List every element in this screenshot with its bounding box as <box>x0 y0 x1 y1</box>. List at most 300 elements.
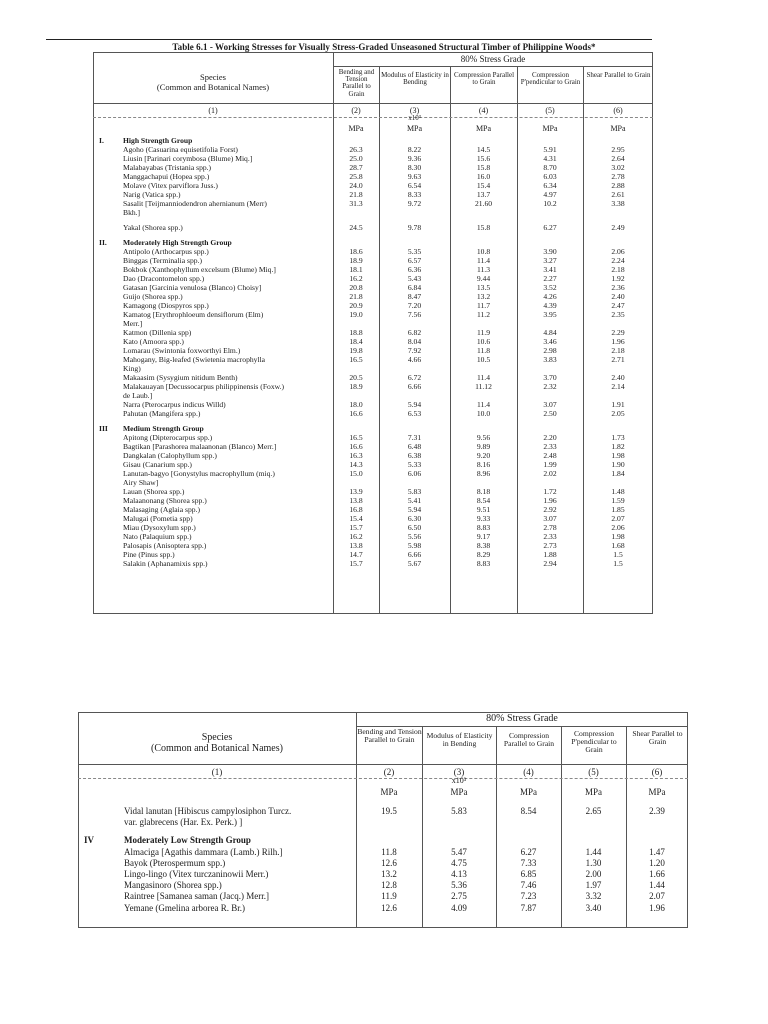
value-col-2: 18.6 <box>349 247 363 256</box>
table-row <box>93 373 653 382</box>
table-caption: Table 6.1 - Working Stresses for Visually Stress-Graded Unseasoned Structural Timber of Philippine Woods* <box>172 42 596 52</box>
value-col-2: 15.7 <box>349 523 363 532</box>
value-col-3: 8.33 <box>407 190 422 199</box>
group-number: II. <box>99 238 107 247</box>
value-col-4: 13.5 <box>476 283 491 292</box>
table-row <box>93 223 653 232</box>
value-col-2: 19.5 <box>381 806 397 816</box>
value-col-4: 15.8 <box>476 163 491 172</box>
value-col-6: 1.66 <box>649 869 665 879</box>
species-name: Bokbok (Xanthophyllum excelsum (Blume) Miq.] <box>123 265 276 274</box>
value-col-4: 11.12 <box>475 382 492 391</box>
value-col-3: 6.84 <box>407 283 422 292</box>
value-col-2: 13.2 <box>381 869 397 879</box>
species-name: Narra (Pterocarpus indicus Willd) <box>123 400 226 409</box>
species-name: Raintree [Samanea saman (Jacq.) Merr.] <box>124 891 269 902</box>
species-name: Bagtikan [Parashorea malaanonan (Blanco) Merr.] <box>123 442 277 451</box>
table-row <box>93 181 653 190</box>
species-name: Miau (Dysoxylum spp.) <box>123 523 196 532</box>
table-row <box>93 172 653 181</box>
value-col-3: 2.75 <box>451 891 467 902</box>
value-col-3: 7.92 <box>407 346 422 355</box>
species-name: Yemane (Gmelina arborea R. Br.) <box>124 902 246 913</box>
value-col-3: 7.31 <box>407 433 422 442</box>
species-name: de Laub.] <box>123 391 153 400</box>
species-name: Salakin (Aphanamixis spp.) <box>123 559 208 568</box>
value-col-3: 6.53 <box>407 409 422 418</box>
group-number: I. <box>99 136 104 145</box>
value-col-3: 6.82 <box>407 328 422 337</box>
value-col-3: 9.78 <box>407 223 422 232</box>
value-col-5: 3.95 <box>543 310 557 319</box>
value-col-3: 6.48 <box>407 442 422 451</box>
value-col-3: 5.36 <box>451 880 467 891</box>
value-col-4: 10.5 <box>476 355 491 364</box>
table-row <box>78 806 688 817</box>
table-row <box>93 301 653 310</box>
value-col-2: 18.9 <box>349 382 363 391</box>
value-col-6: 2.95 <box>611 145 625 154</box>
species-name: Malasaging (Aglaia spp.) <box>123 505 200 514</box>
colnum-6: (6) <box>613 106 623 115</box>
species-name: Pahutan (Mangifera spp.) <box>123 409 201 418</box>
value-col-5: 3.46 <box>543 337 557 346</box>
col2-heading: Bending and Tension Parallel to Grain <box>357 727 422 744</box>
value-col-6: 2.07 <box>611 514 625 523</box>
species-name: Gisau (Canarium spp.) <box>123 460 192 469</box>
value-col-2: 20.8 <box>349 283 363 292</box>
value-col-4: 14.5 <box>476 145 491 154</box>
value-col-4: 10.0 <box>476 409 491 418</box>
value-col-6: 2.64 <box>611 154 625 163</box>
col5-heading: Compression P'pendicular to Grain <box>520 71 581 87</box>
value-col-4: 8.96 <box>476 469 491 478</box>
value-col-3: 6.54 <box>407 181 422 190</box>
value-col-4: 9.44 <box>476 274 491 283</box>
value-col-2: 14.7 <box>349 550 363 559</box>
value-col-5: 2.02 <box>543 469 557 478</box>
value-col-6: 2.07 <box>649 891 665 902</box>
value-col-4: 11.4 <box>476 373 490 382</box>
species-name: Gatasan [Garcinia venulosa (Blanco) Choisy] <box>123 283 262 292</box>
table-row <box>93 328 653 337</box>
table-row <box>93 265 653 274</box>
value-col-6: 2.40 <box>611 292 625 301</box>
species-name: Agoho (Casuarina equisetifolia Forst) <box>123 145 238 154</box>
value-col-4: 6.27 <box>520 846 537 857</box>
table-row <box>93 442 653 451</box>
value-col-6: 1.92 <box>611 274 625 283</box>
table-row <box>93 292 653 301</box>
value-col-3: 4.09 <box>451 902 467 913</box>
value-col-4: 8.54 <box>520 806 537 816</box>
species-name: Mangasinoro (Shorea spp.) <box>124 880 222 891</box>
value-col-3: 5.35 <box>407 247 422 256</box>
value-col-5: 2.92 <box>543 505 557 514</box>
value-col-6: 3.38 <box>611 199 625 208</box>
unit-2: MPa <box>348 124 364 133</box>
value-col-3: 9.36 <box>407 154 422 163</box>
value-col-4: 7.87 <box>520 902 537 913</box>
value-col-4: 10.6 <box>476 337 491 346</box>
species-name: Malabayabas (Tristania spp.) <box>123 163 212 172</box>
species-name: Antipolo (Arthocarpus spp.) <box>123 247 209 256</box>
value-col-6: 1.73 <box>611 433 625 442</box>
value-col-2: 16.2 <box>349 274 363 283</box>
value-col-3: 5.94 <box>407 505 422 514</box>
value-col-6: 2.35 <box>611 310 625 319</box>
value-col-2: 12.6 <box>381 902 397 913</box>
value-col-5: 1.44 <box>585 846 602 857</box>
value-col-4: 9.20 <box>476 451 491 460</box>
value-col-2: 20.9 <box>349 301 363 310</box>
value-col-4: 15.6 <box>476 154 491 163</box>
species-name: Vidal lanutan [Hibiscus campylosiphon Turcz. <box>124 806 292 816</box>
unit-5: MPa <box>542 124 558 133</box>
value-col-5: 1.99 <box>543 460 557 469</box>
table-row <box>93 163 653 172</box>
top-table <box>93 52 653 614</box>
value-col-5: 6.27 <box>543 223 557 232</box>
value-col-5: 2.50 <box>543 409 557 418</box>
species-name: Katmon (Dillenia spp) <box>123 328 192 337</box>
value-col-5: 4.31 <box>543 154 557 163</box>
colnum-3: (3) <box>409 106 420 115</box>
table-row <box>93 496 653 505</box>
value-col-5: 8.70 <box>543 163 557 172</box>
value-col-4: 16.0 <box>476 172 491 181</box>
value-col-4: 8.83 <box>476 523 491 532</box>
table-row <box>93 310 653 319</box>
x10-label: x10³ <box>408 114 421 122</box>
table-row <box>93 256 653 265</box>
species-name: Kato (Amoora spp.) <box>123 337 184 346</box>
value-col-3: 6.72 <box>407 373 422 382</box>
species-name: Bayok (Pterospermum spp.) <box>124 857 226 868</box>
species-name: var. glabrecens (Har. Ex. Perk.) ] <box>124 817 243 828</box>
value-col-5: 3.90 <box>543 247 557 256</box>
bottom-table-body <box>78 806 688 926</box>
value-col-6: 3.02 <box>611 163 625 172</box>
table-row <box>93 550 653 559</box>
value-col-6: 1.85 <box>611 505 625 514</box>
top-table-body <box>93 136 653 612</box>
value-col-3: 5.83 <box>451 806 467 816</box>
group-heading-row <box>93 424 653 433</box>
value-col-6: 1.68 <box>611 541 625 550</box>
species-name: Kamagong (Diospyros spp.) <box>123 301 209 310</box>
colnum-6: (6) <box>651 767 663 777</box>
species-name: Lingo-lingo (Vitex turczaninowii Merr.) <box>124 869 269 879</box>
value-col-4: 11.9 <box>476 328 490 337</box>
bottom-table <box>78 712 688 928</box>
value-col-6: 2.61 <box>611 190 625 199</box>
value-col-6: 2.88 <box>611 181 625 190</box>
value-col-6: 2.06 <box>611 523 625 532</box>
species-continuation-row <box>93 319 653 328</box>
colnum-5: (5) <box>545 106 555 115</box>
group-heading-row <box>78 835 688 846</box>
species-label: Species <box>200 72 226 82</box>
colnum-2: (2) <box>383 767 395 777</box>
value-col-5: 2.65 <box>585 806 602 816</box>
value-col-3: 6.66 <box>407 382 422 391</box>
value-col-2: 16.6 <box>349 442 363 451</box>
table-row <box>78 858 688 869</box>
unit-5: MPa <box>584 787 602 797</box>
species-name: Palosapis (Anisoptera spp.) <box>123 541 207 550</box>
table-row <box>93 451 653 460</box>
species-name: Pine (Pinus spp.) <box>123 550 175 559</box>
value-col-3: 8.04 <box>407 337 422 346</box>
value-col-4: 8.54 <box>476 496 491 505</box>
value-col-6: 1.47 <box>649 846 665 857</box>
table-row <box>78 847 688 858</box>
value-col-5: 2.48 <box>543 451 557 460</box>
table-row <box>93 382 653 391</box>
group-name: Medium Strength Group <box>123 424 204 433</box>
table-row <box>93 409 653 418</box>
value-col-5: 2.78 <box>543 523 557 532</box>
value-col-2: 21.8 <box>349 292 363 301</box>
value-col-4: 9.51 <box>476 505 491 514</box>
value-col-2: 16.8 <box>349 505 363 514</box>
species-name: Apitong (Dipterocarpus spp.) <box>123 433 213 442</box>
species-name: Lanutan-bagyo [Gonystylus macrophyllum (miq.) <box>123 469 275 478</box>
value-col-5: 2.27 <box>543 274 557 283</box>
value-col-5: 2.00 <box>585 869 602 879</box>
value-col-3: 6.66 <box>407 550 422 559</box>
value-col-4: 10.8 <box>476 247 491 256</box>
colnum-rule <box>78 778 688 779</box>
value-col-4: 7.23 <box>520 891 537 902</box>
value-col-2: 20.5 <box>349 373 363 382</box>
col2-heading: Bending and Tension Parallel to Grain <box>338 68 375 98</box>
value-col-2: 18.4 <box>349 337 363 346</box>
value-col-4: 8.18 <box>476 487 491 496</box>
value-col-6: 1.48 <box>611 487 625 496</box>
value-col-3: 5.83 <box>407 487 422 496</box>
value-col-4: 9.33 <box>476 514 491 523</box>
value-col-2: 11.8 <box>381 846 397 857</box>
group-heading-row <box>93 136 653 145</box>
species-name: Almaciga [Agathis dammara (Lamb.) Rilh.] <box>124 846 283 857</box>
group-number: IV <box>84 835 95 846</box>
value-col-6: 2.40 <box>611 373 625 382</box>
value-col-5: 2.33 <box>543 532 557 541</box>
col5-heading: Compression P'pendicular to Grain <box>571 729 617 754</box>
species-name: King) <box>123 364 141 373</box>
table-row <box>93 247 653 256</box>
header-rule <box>93 103 653 104</box>
value-col-6: 2.29 <box>611 328 625 337</box>
value-col-5: 1.97 <box>585 880 602 891</box>
grade-rule <box>333 66 653 67</box>
value-col-3: 5.43 <box>407 274 422 283</box>
table-row <box>93 346 653 355</box>
species-sub-label: (Common and Botanical Names) <box>151 743 283 754</box>
value-col-5: 1.88 <box>543 550 557 559</box>
top-rule <box>46 39 652 40</box>
table-row <box>93 523 653 532</box>
value-col-2: 28.7 <box>349 163 363 172</box>
value-col-6: 2.18 <box>611 346 625 355</box>
colnum-3: (3) <box>453 767 465 777</box>
species-name: Airy Shaw] <box>123 478 159 487</box>
table-row <box>93 190 653 199</box>
value-col-4: 9.56 <box>476 433 491 442</box>
value-col-4: 9.17 <box>476 532 491 541</box>
value-col-2: 12.8 <box>381 880 397 891</box>
value-col-5: 3.52 <box>543 283 557 292</box>
table-row <box>93 283 653 292</box>
value-col-2: 25.0 <box>349 154 363 163</box>
value-col-5: 1.72 <box>543 487 557 496</box>
table-row <box>93 199 653 208</box>
table-row <box>93 469 653 478</box>
table-row <box>93 559 653 568</box>
species-name: Narig (Vatica spp.) <box>123 190 181 199</box>
value-col-2: 16.6 <box>349 409 363 418</box>
unit-6: MPa <box>648 787 666 797</box>
value-col-3: 6.57 <box>407 256 422 265</box>
col6-heading: Shear Parallel to Grain <box>586 71 651 79</box>
value-col-6: 2.39 <box>649 806 665 816</box>
value-col-5: 3.07 <box>543 514 557 523</box>
value-col-4: 11.2 <box>476 310 490 319</box>
value-col-4: 8.16 <box>476 460 491 469</box>
value-col-5: 1.96 <box>543 496 557 505</box>
unit-4: MPa <box>475 124 492 133</box>
species-name: Manggachapui (Hopea spp.) <box>123 172 210 181</box>
species-name: Malugai (Pometia spp) <box>123 514 193 523</box>
table-row <box>93 355 653 364</box>
value-col-2: 18.1 <box>349 265 363 274</box>
value-col-4: 11.7 <box>476 301 490 310</box>
value-col-2: 16.3 <box>349 451 363 460</box>
species-name: Lomarau (Swintonia foxworthyi Elm.) <box>123 346 241 355</box>
value-col-4: 15.4 <box>476 181 491 190</box>
value-col-4: 7.46 <box>520 880 537 891</box>
value-col-6: 1.44 <box>649 880 665 891</box>
value-col-4: 8.38 <box>476 541 491 550</box>
value-col-2: 31.3 <box>349 199 363 208</box>
value-col-2: 13.8 <box>349 496 363 505</box>
value-col-4: 11.4 <box>476 256 490 265</box>
value-col-6: 2.05 <box>611 409 625 418</box>
table-row <box>78 891 688 902</box>
value-col-4: 7.33 <box>520 857 537 868</box>
value-col-4: 11.8 <box>476 346 490 355</box>
table-row <box>93 337 653 346</box>
value-col-6: 2.78 <box>611 172 625 181</box>
header-rule <box>78 764 688 765</box>
species-continuation-row <box>93 364 653 373</box>
value-col-4: 11.3 <box>476 265 490 274</box>
table-row <box>78 869 688 880</box>
species-name: Merr.] <box>123 319 143 328</box>
species-name: Dangkalan (Calophyllum spp.) <box>123 451 217 460</box>
value-col-3: 5.98 <box>407 541 422 550</box>
value-col-5: 3.83 <box>543 355 557 364</box>
value-col-6: 2.47 <box>611 301 625 310</box>
value-col-6: 1.20 <box>649 857 665 868</box>
value-col-3: 9.72 <box>407 199 422 208</box>
value-col-3: 5.33 <box>407 460 422 469</box>
table-row <box>93 274 653 283</box>
value-col-6: 1.59 <box>611 496 625 505</box>
col4-heading: Compression Parallel to Grain <box>503 731 555 748</box>
value-col-5: 2.33 <box>543 442 557 451</box>
table-row <box>78 880 688 891</box>
table-row <box>93 460 653 469</box>
table-row <box>93 532 653 541</box>
value-col-3: 5.41 <box>407 496 422 505</box>
value-col-3: 5.94 <box>407 400 422 409</box>
value-col-2: 19.0 <box>349 310 363 319</box>
value-col-4: 8.83 <box>476 559 491 568</box>
value-col-5: 4.39 <box>543 301 557 310</box>
value-col-4: 9.89 <box>476 442 491 451</box>
value-col-5: 4.26 <box>543 292 557 301</box>
species-continuation-row <box>78 817 688 828</box>
value-col-5: 10.2 <box>543 199 557 208</box>
value-col-2: 18.0 <box>349 400 363 409</box>
value-col-5: 3.32 <box>585 891 602 902</box>
species-name: Lauan (Shorea spp.) <box>123 487 185 496</box>
table-row <box>93 145 653 154</box>
value-col-4: 6.85 <box>520 869 537 879</box>
value-col-6: 2.06 <box>611 247 625 256</box>
value-col-2: 13.8 <box>349 541 363 550</box>
value-col-2: 16.5 <box>349 433 363 442</box>
value-col-3: 6.36 <box>407 265 422 274</box>
value-col-5: 3.70 <box>543 373 557 382</box>
value-col-5: 5.91 <box>543 145 557 154</box>
colnum-rule <box>93 117 653 118</box>
value-col-6: 1.96 <box>611 337 625 346</box>
species-name: Bkh.] <box>123 208 141 217</box>
species-continuation-row <box>93 391 653 400</box>
table-row <box>93 487 653 496</box>
table-row <box>93 433 653 442</box>
species-name: Sasalit [Teijmanniodendron ahernianum (Merr) <box>123 199 267 208</box>
colnum-4: (4) <box>523 767 534 777</box>
species-name: Yakal (Shorea spp.) <box>123 223 183 232</box>
value-col-2: 25.8 <box>349 172 363 181</box>
value-col-3: 6.30 <box>407 514 422 523</box>
table-row <box>93 505 653 514</box>
value-col-2: 16.2 <box>349 532 363 541</box>
unit-6: MPa <box>610 124 626 133</box>
value-col-6: 1.82 <box>611 442 625 451</box>
value-col-6: 2.24 <box>611 256 625 265</box>
value-col-4: 11.4 <box>476 400 490 409</box>
species-heading <box>93 72 333 92</box>
value-col-3: 7.56 <box>407 310 422 319</box>
value-col-5: 3.40 <box>585 902 602 913</box>
stress-grade-heading: 80% Stress Grade <box>460 54 526 64</box>
value-col-5: 1.30 <box>585 857 602 868</box>
value-col-5: 3.27 <box>543 256 557 265</box>
species-name: Nato (Palaquium spp.) <box>123 532 192 541</box>
table-row <box>93 541 653 550</box>
value-col-2: 13.9 <box>349 487 363 496</box>
group-number: III <box>99 424 108 433</box>
value-col-4: 15.8 <box>476 223 491 232</box>
col3-heading: Modulus of Elasticity in Bending <box>381 71 449 87</box>
unit-3: MPa <box>406 124 423 133</box>
